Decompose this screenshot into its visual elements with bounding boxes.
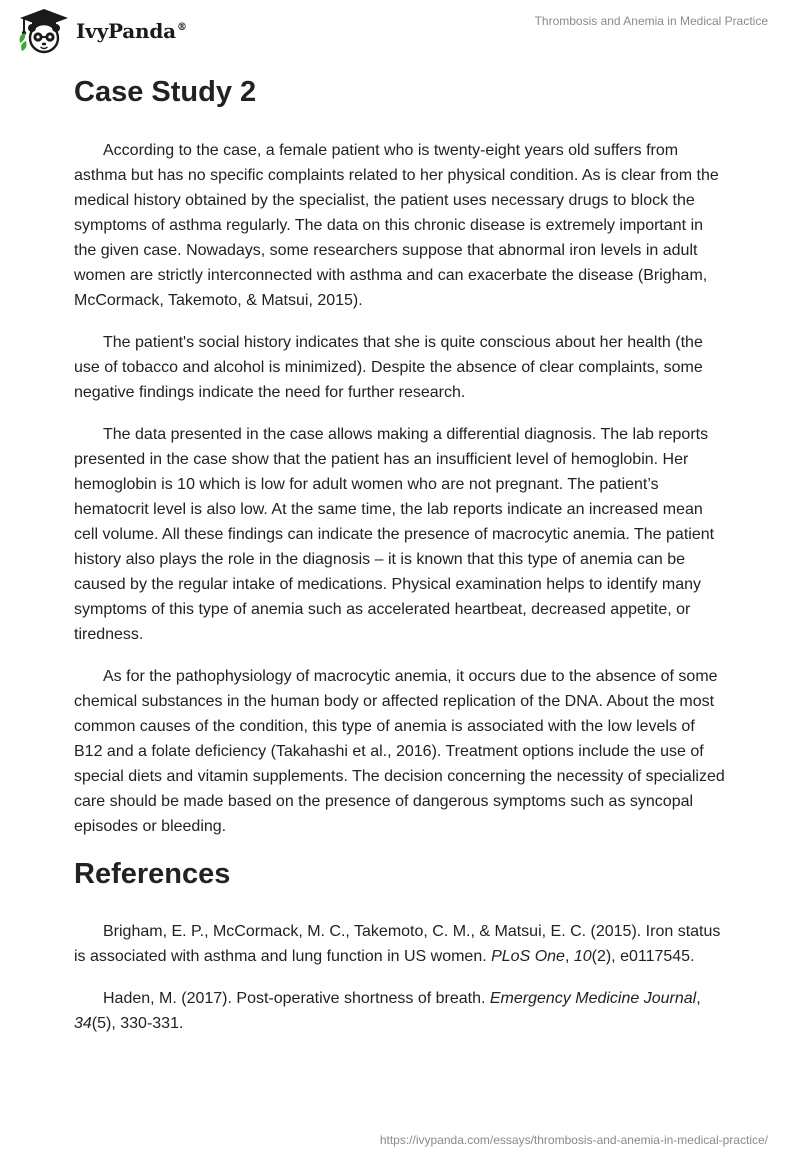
- paragraph: The data presented in the case allows making a differential diagnosis. The lab reports presented in the case show that the patient has an insufficient level of hemoglobin. Her hemoglobin is 10 which is low for adult women who are not pregnant. The patient’s hematocrit level is also low. At the same time, the lab reports indicate an increased mean cell volume. All these findings can indicate the presence of macrocytic anemia. The patient history also plays the role in the diagnosis – it is known that this type of anemia can be caused by the regular intake of medications. Physical examination helps to identify many symptoms of this type of anemia such as accelerated heartbeat, decreased appetite, or tiredness.: [74, 425, 715, 643]
- brand-name: [76, 19, 187, 43]
- running-title: Thrombosis and Anemia in Medical Practice: [534, 14, 768, 28]
- reference-separator: ,: [696, 990, 701, 1008]
- heading-case-study: Case Study 2: [74, 76, 257, 108]
- reference-issue-pages: (5), 330-331.: [91, 1015, 184, 1033]
- reference-text: Brigham, E. P., McCormack, M. C., Takemoto, C. M., & Matsui, E. C. (2015). Iron status is associated with asthma and lung function in US women.: [74, 923, 721, 966]
- paragraph: According to the case, a female patient who is twenty-eight years old suffers from asthma but has no specific complaints related to her physical condition. As is clear from the medical history obtained by the specialist, the patient uses necessary drugs to block the symptoms of asthma regularly. The data on this chronic disease is extremely important in the given case. Nowadays, some researchers suppose that abnormal iron levels in adult women are strictly interconnected with asthma and can exacerbate the disease (Brigham, McCormack, Takemoto, & Matsui, 2015).: [74, 141, 719, 309]
- paragraph: As for the pathophysiology of macrocytic anemia, it occurs due to the absence of some chemical substances in the human body or affected replication of the DNA. About the most common causes of the condition, this type of anemia is associated with the low levels of B12 and a folate deficiency (Takahashi et al., 2016). Treatment options include the use of special diets and vitamin supplements. The decision concerning the necessity of specialized care should be made based on the presence of dangerous symptoms such as syncopal episodes or bleeding.: [74, 667, 725, 835]
- panda-logo-icon: [16, 7, 72, 55]
- reference-entry: [74, 986, 726, 1036]
- page-header: [0, 0, 800, 60]
- document-body: [74, 70, 726, 1053]
- reference-text: Haden, M. (2017). Post-operative shortness of breath.: [103, 990, 490, 1008]
- reference-issue-pages: (2), e0117545.: [591, 948, 695, 966]
- reference-journal: PLoS One: [491, 948, 565, 966]
- registered-mark: ®: [176, 22, 187, 34]
- reference-separator: ,: [564, 948, 574, 966]
- footer-source-url[interactable]: https://ivypanda.com/essays/thrombosis-and-anemia-in-medical-practice/: [379, 1133, 768, 1147]
- reference-journal: Emergency Medicine Journal: [489, 990, 697, 1008]
- reference-volume: 34: [74, 1015, 92, 1033]
- paragraph: The patient's social history indicates that she is quite conscious about her health (the use of tobacco and alcohol is minimized). Despite the absence of clear complaints, some negative findings indicate the need for further research.: [74, 333, 703, 401]
- brand-name-text: IvyPanda: [76, 19, 176, 43]
- reference-entry: [74, 919, 726, 969]
- reference-volume: 10: [573, 948, 592, 966]
- heading-references: References: [74, 857, 231, 890]
- brand-logo[interactable]: [16, 7, 187, 55]
